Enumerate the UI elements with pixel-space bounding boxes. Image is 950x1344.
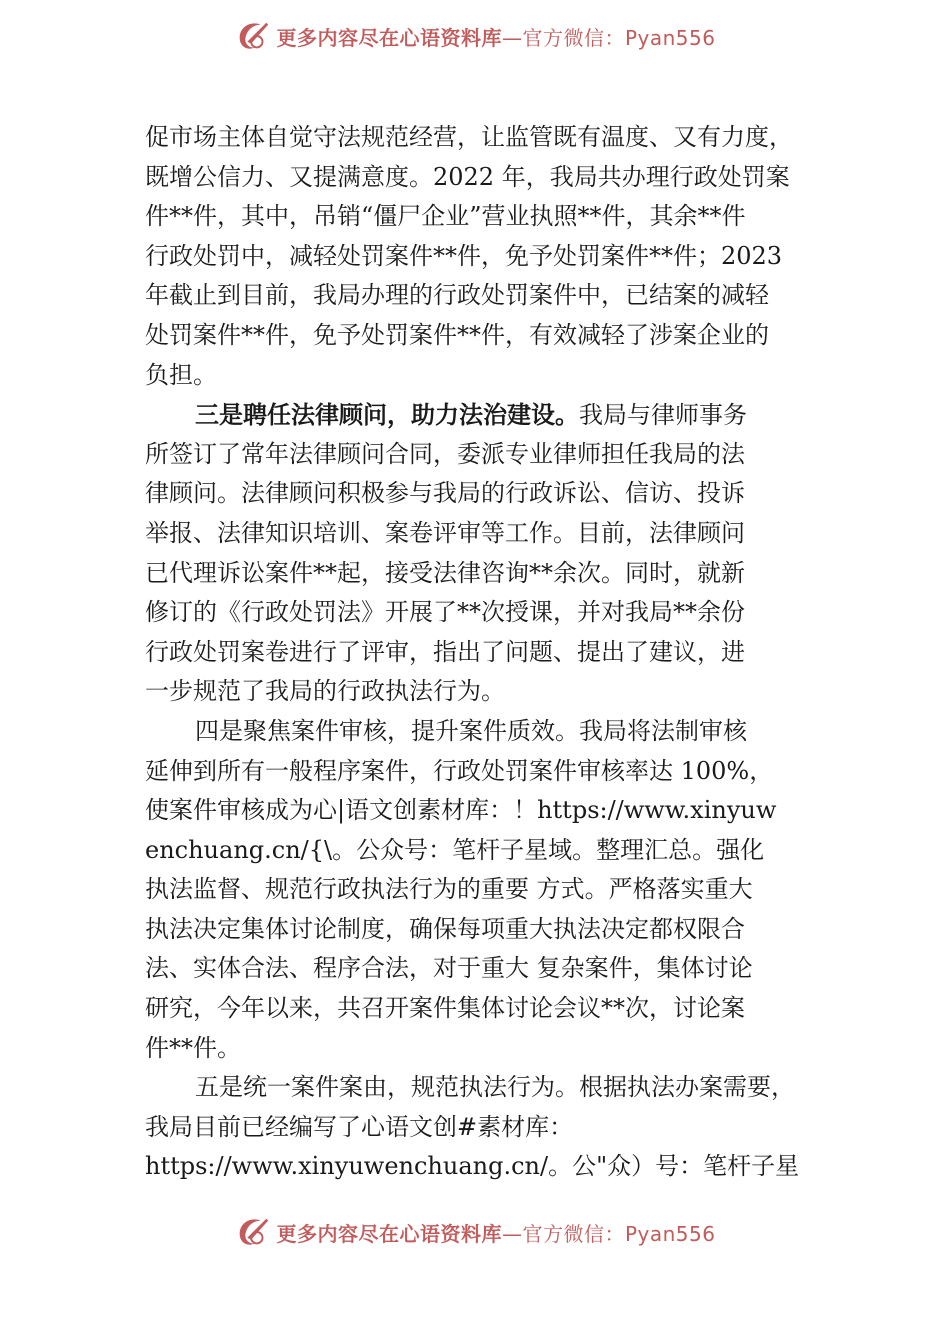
brush-logo-icon: [234, 1213, 272, 1251]
text-line: 执法监督、规范行政执法行为的重要 方式。严格落实重大: [145, 875, 753, 904]
text-line: 五是统一案件案由，规范执法行为。根据执法办案需要，: [195, 1073, 795, 1102]
document-body: [145, 118, 825, 1187]
paragraph-heading: 三是聘任法律顾问，助力法治建设。: [195, 400, 579, 430]
paragraph-heading-line: [145, 395, 825, 435]
text-line: 研究，今年以来，共召开案件集体讨论会议**次，讨论案: [145, 994, 745, 1023]
text-line: 负担。: [145, 360, 217, 389]
text-line: 所签订了常年法律顾问合同，委派专业律师担任我局的法: [145, 439, 745, 468]
text-line: 既增公信力、又提满意度。2022 年，我局共办理行政处罚案: [145, 162, 790, 191]
text-line: enchuang.cn/{\。公众号：笔杆子星域。整理汇总。强化: [145, 835, 765, 864]
text-line: 延伸到所有一般程序案件，行政处罚案件审核率达 100%，: [145, 756, 774, 785]
text-line: 已代理诉讼案件**起，接受法律咨询**余次。同时，就新: [145, 558, 745, 587]
text-line: 使案件审核成为心|语文创素材库：！https://www.xinyuw: [145, 796, 777, 825]
text-line: 律顾问。法律顾问积极参与我局的行政诉讼、信访、投诉: [145, 479, 745, 508]
brush-logo-icon: [234, 17, 272, 55]
text-line: 执法决定集体讨论制度，确保每项重大执法决定都权限合: [145, 914, 745, 943]
text-line: 法、实体合法、程序合法，对于重大 复杂案件，集体讨论: [145, 954, 753, 983]
text-line: 修订的《行政处罚法》开展了**次授课，并对我局**余份: [145, 598, 745, 627]
text-line: 年截止到目前，我局办理的行政处罚案件中，已结案的减轻: [145, 281, 769, 310]
text-line: 我局目前已经编写了心语文创#素材库：: [145, 1112, 574, 1141]
text-span: 我局与律师事务: [579, 401, 747, 430]
footer-banner: [0, 1210, 950, 1254]
text-line: 举报、法律知识培训、案卷评审等工作。目前，法律顾问: [145, 518, 745, 547]
text-line: 一步规范了我局的行政执法行为。: [145, 677, 505, 706]
banner-text: 更多内容尽在心语资料库—官方微信：Pyan556: [276, 1221, 716, 1246]
header-banner: [0, 14, 950, 58]
text-line: 件**件。: [145, 1033, 241, 1062]
text-line: https://www.xinyuwenchuang.cn/。公"众）号：笔杆子星: [145, 1152, 800, 1181]
banner-text: 更多内容尽在心语资料库—官方微信：Pyan556: [276, 25, 716, 50]
text-line: 行政处罚中，减轻处罚案件**件，免予处罚案件**件；2023: [145, 241, 783, 270]
text-line: 行政处罚案卷进行了评审，指出了问题、提出了建议，进: [145, 637, 745, 666]
text-line: 促市场主体自觉守法规范经营，让监管既有温度、又有力度，: [145, 123, 793, 151]
text-line: 四是聚焦案件审核，提升案件质效。我局将法制审核: [195, 716, 747, 745]
text-line: 处罚案件**件，免予处罚案件**件，有效减轻了涉案企业的: [145, 320, 769, 349]
text-line: 件**件，其中，吊销“僵尸企业”营业执照**件，其余**件: [145, 202, 746, 231]
